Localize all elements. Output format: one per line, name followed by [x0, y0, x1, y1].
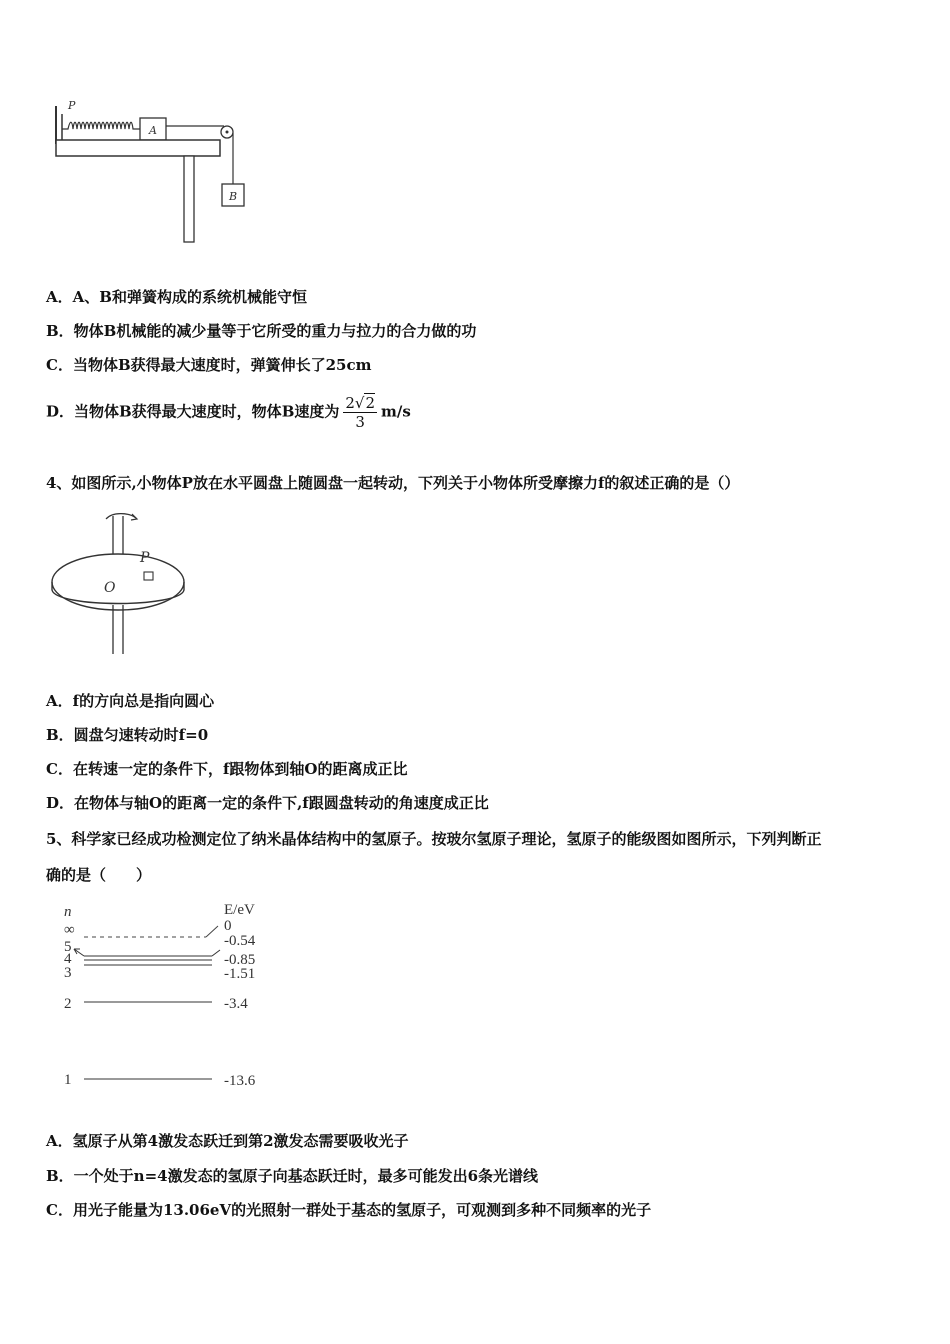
block-b-label: B: [229, 190, 238, 203]
axis-e-label: E/eV: [224, 902, 255, 918]
level-n-5: 5: [64, 939, 72, 955]
fraction-radicand: 2: [365, 394, 376, 412]
object-p: [144, 572, 153, 580]
level-n-4: 4: [64, 951, 72, 967]
level-n-inf: ∞: [64, 922, 75, 938]
q4-option-c: C．在转速一定的条件下，f跟物体到轴O的距离成正比: [46, 760, 408, 778]
label-p: P: [68, 99, 76, 112]
fraction-coefficient: 2: [345, 394, 355, 412]
level-n-1: 1: [64, 1072, 72, 1088]
disc-label-o: O: [104, 580, 116, 596]
velocity-unit: m/s: [381, 402, 411, 421]
spring-pulley-figure: [46, 96, 256, 248]
q3-option-b: B．物体B机械能的减少量等于它所受的重力与拉力的合力做的功: [46, 322, 477, 340]
level-e-4: -0.85: [224, 952, 256, 968]
q5-option-a: A．氢原子从第4激发态跃迁到第2激发态需要吸收光子: [46, 1132, 409, 1150]
q4-stem: 4、如图所示,小物体P放在水平圆盘上随圆盘一起转动，下列关于小物体所受摩擦力f的叙述正确的是（）: [46, 474, 740, 492]
q3-option-c: C．当物体B获得最大速度时，弹簧伸长了25cm: [46, 356, 372, 374]
q4-option-a: A．f的方向总是指向圆心: [46, 692, 215, 710]
q3-option-a: A．A、B和弹簧构成的系统机械能守恒: [46, 288, 307, 306]
level-e-1: -13.6: [224, 1073, 256, 1089]
q5-stem-line1: 5、科学家已经成功检测定位了纳米晶体结构中的氢原子。按玻尔氢原子理论，氢原子的能级图如图所示，下列判断正: [46, 830, 822, 848]
level-n-2: 2: [64, 996, 72, 1012]
velocity-fraction: $\frac{2√2}{3}$: [345, 394, 376, 431]
level-n-3: 3: [64, 965, 72, 981]
block-a-label: A: [149, 124, 157, 137]
q5-option-b: B．一个处于n=4激发态的氢原子向基态跃迁时，最多可能发出6条光谱线: [46, 1167, 539, 1185]
q3-option-d-text: D．当物体B获得最大速度时，物体B速度为: [46, 402, 340, 421]
level-e-2: -3.4: [224, 996, 248, 1012]
rotating-disc-figure: [46, 510, 196, 660]
energy-level-diagram: [56, 896, 286, 1096]
axis-n-label: n: [64, 904, 72, 920]
q5-option-c: C．用光子能量为13.06eV的光照射一群处于基态的氢原子，可观测到多种不同频率的光子: [46, 1201, 652, 1219]
q3-option-d: [46, 394, 411, 431]
q4-option-b: B．圆盘匀速转动时f=0: [46, 726, 209, 744]
level-e-3: -1.51: [224, 966, 256, 982]
disc-label-p: P: [140, 550, 150, 566]
level-e-5: -0.54: [224, 933, 256, 949]
level-e-inf: 0: [224, 918, 232, 934]
q5-stem-line2: 确的是（ ）: [46, 866, 152, 884]
fraction-denominator: 3: [355, 413, 365, 431]
q4-option-d: D．在物体与轴O的距离一定的条件下,f跟圆盘转动的角速度成正比: [46, 794, 489, 812]
